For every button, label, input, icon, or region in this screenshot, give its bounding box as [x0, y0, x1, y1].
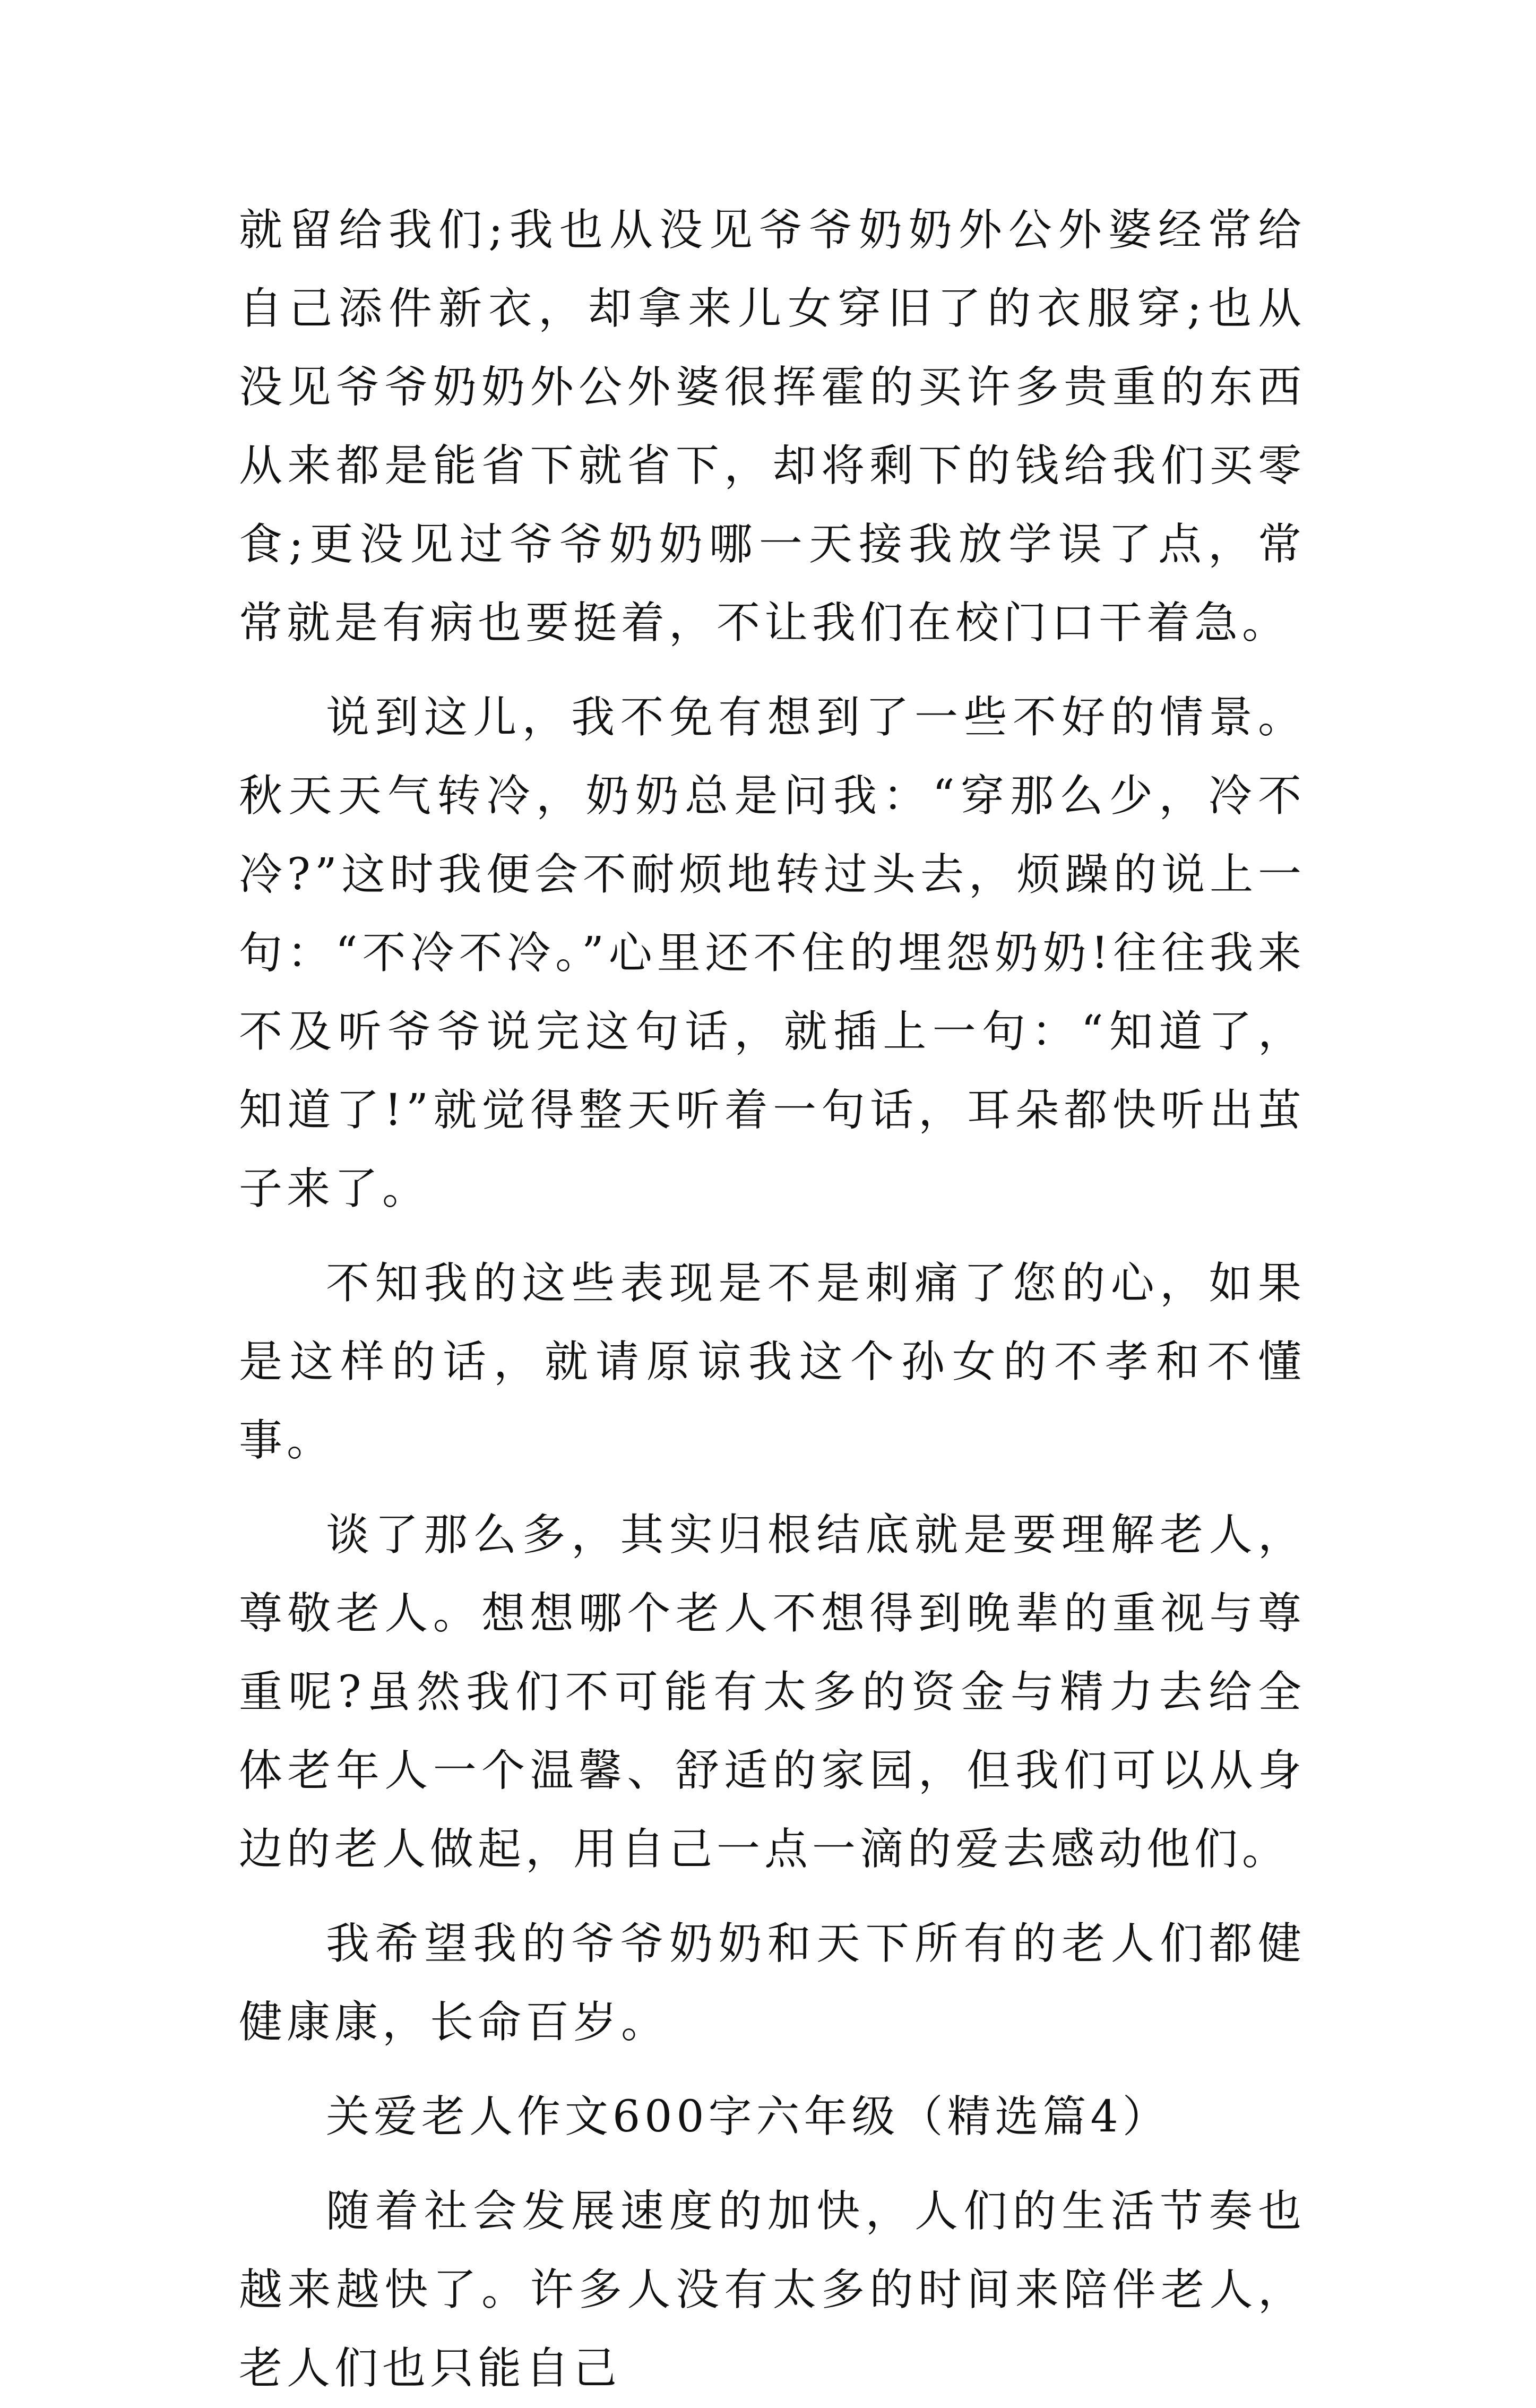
section-heading: 关爱老人作文600字六年级（精选篇4） — [326, 2092, 1170, 2142]
document-body — [239, 191, 1306, 2408]
paragraph-apology: 不知我的这些表现是不是刺痛了您的心，如果是这样的话，就请原谅我这个孙女的不孝和不懂事。 — [239, 1258, 1306, 1466]
paragraph-continued: 就留给我们;我也从没见爷爷奶奶外公外婆经常给自己添件新衣，却拿来儿女穿旧了的衣服穿;也从没见爷爷奶奶外公外婆很挥霍的买许多贵重的东西从来都是能省下就省下，却将剩下的钱给我们买零食;更没见过爷爷奶奶哪一天接我放学误了点，常常就是有病也要挺着，不让我们在校门口干着急。 — [239, 205, 1306, 648]
paragraph-next-essay: 随着社会发展速度的加快，人们的生活节奏也越来越快了。许多人没有太多的时间来陪伴老人，老人们也只能自己 — [239, 2186, 1306, 2394]
paragraph-respect: 谈了那么多，其实归根结底就是要理解老人，尊敬老人。想想哪个老人不想得到晚辈的重视与尊重呢?虽然我们不可能有太多的资金与精力去给全体老年人一个温馨、舒适的家园，但我们可以从身边的老人做起，用自己一点一滴的爱去感动他们。 — [239, 1510, 1306, 1874]
paragraph-memory: 说到这儿，我不免有想到了一些不好的情景。秋天天气转冷，奶奶总是问我：“穿那么少，冷不冷?”这时我便会不耐烦地转过头去，烦躁的说上一句：“不冷不冷。”心里还不住的埋怨奶奶!往往我来不及听爷爷说完这句话，就插上一句：“知道了，知道了!”就觉得整天听着一句话，耳朵都快听出茧子来了。 — [239, 692, 1306, 1214]
paragraph-wish: 我希望我的爷爷奶奶和天下所有的老人们都健健康康，长命百岁。 — [239, 1919, 1306, 2048]
